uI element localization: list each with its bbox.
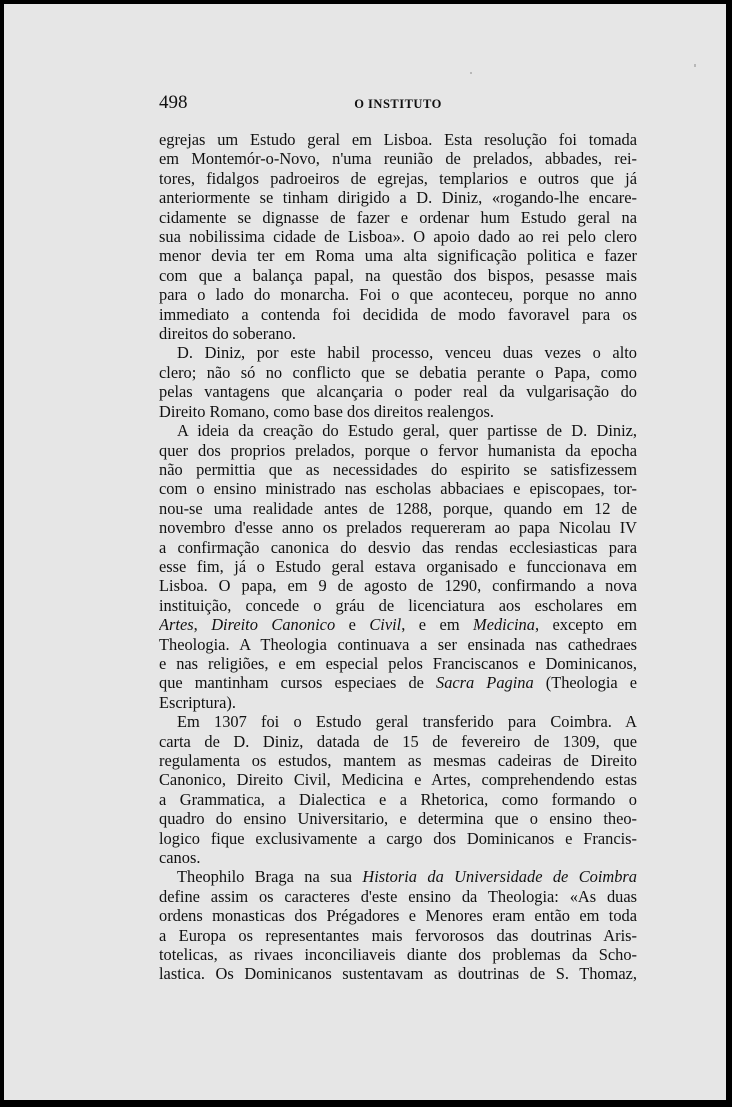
text-line: quer dos proprios prelados, porque o fervor humanista da epocha	[159, 440, 637, 460]
text-line: clero; não só no conflicto que se debatia perante o Papa, como	[159, 362, 637, 382]
text-line: Em 1307 foi o Estudo geral transferido para Coimbra. A	[177, 712, 637, 732]
text-line: Direito Romano, como base dos direitos realengos.	[159, 401, 495, 421]
text-line: Theologia. A Theologia continuava a ser ensinada nas cathedraes	[159, 634, 637, 654]
text-line: canos.	[159, 848, 201, 868]
text-line: logico fique exclusivamente a cargo dos Dominicanos e Francis-	[159, 828, 637, 848]
text-line: direitos do soberano.	[159, 324, 297, 344]
text-line: anteriormente se tinham dirigido a D. Diniz, «rogando-lhe encare-	[159, 188, 637, 208]
text-line: ordens monasticas dos Prégadores e Menores eram então em toda	[159, 906, 637, 926]
text-line: com o ensino ministrado nas escholas abbaciaes e episcopaes, tor-	[159, 479, 637, 499]
text-line: carta de D. Diniz, datada de 15 de fevereiro de 1309, que	[159, 731, 637, 751]
text-line: cidamente se dignasse de fazer e ordenar hum Estudo geral na	[159, 207, 637, 227]
text-line: regulamenta os estudos, mantem as mesmas cadeiras de Direito	[159, 751, 637, 770]
text-line: e nas religiões, e em especial pelos Franciscanos e Dominicanos,	[159, 653, 637, 673]
text-line: immediato a contenda foi decidida de modo favoravel para os	[159, 304, 637, 324]
text-line: Artes, Direito Canonico e Civil, e em Medicina, excepto em	[159, 615, 637, 635]
text-line: Theophilo Braga na sua Historia da Universidade de Coimbra	[177, 867, 637, 887]
text-line: Lisboa. O papa, em 9 de agosto de 1290, confirmando a nova	[159, 576, 637, 596]
text-line: para o lado do monarcha. Foi o que aconteceu, porque no anno	[159, 285, 637, 305]
book-page	[4, 4, 726, 1100]
text-line: lastica. Os Dominicanos sustentavam as doutrinas de S. Thomaz,	[159, 964, 637, 984]
text-line: em Montemór-o-Novo, n'uma reunião de prelados, abbades, rei-	[159, 149, 637, 169]
text-line: A ideia da creação do Estudo geral, quer partisse de D. Diniz,	[177, 421, 637, 441]
text-line: Canonico, Direito Civil, Medicina e Artes, comprehendendo estas	[159, 770, 637, 790]
text-line: pelas vantagens que alcançaria o poder real da vulgarisação do	[159, 382, 637, 402]
text-line: a confirmação canonica do desvio das rendas ecclesiasticas para	[159, 537, 637, 557]
scan-speck	[694, 64, 696, 67]
text-line: nou-se uma realidade antes de 1288, porque, quando em 12 de	[159, 498, 637, 518]
scan-speck	[470, 72, 472, 74]
text-line: novembro d'esse anno os prelados requereram ao papa Nicolau IV	[159, 518, 637, 538]
text-line: sua nobilissima cidade de Lisboa». O apoio dado ao rei pelo clero	[159, 227, 637, 247]
text-line: esse fim, já o Estudo geral estava organisado e funccionava em	[159, 556, 637, 576]
text-line: instituição, concede o gráu de licenciatura aos escholares em	[159, 595, 637, 615]
page-number: 498	[159, 92, 188, 113]
text-line: totelicas, as rivaes inconciliaveis diante dos problemas da Scho-	[159, 945, 637, 965]
text-line: a Europa os representantes mais fervorosos das doutrinas Aris-	[159, 925, 637, 945]
text-line: quadro do ensino Universitario, e determina que o ensino theo-	[159, 809, 637, 829]
text-line: menor devia ter em Roma uma alta significação politica e fazer	[159, 246, 637, 266]
text-line: com que a balança papal, na questão dos bispos, pesasse mais	[159, 265, 637, 285]
text-line: a Grammatica, a Dialectica e a Rhetorica, como formando o	[159, 789, 637, 809]
text-line: define assim os caracteres d'este ensino da Theologia: «As duas	[159, 886, 637, 906]
running-head	[159, 92, 637, 118]
page-content	[159, 92, 637, 984]
text-line: Escriptura).	[159, 692, 236, 712]
text-line: não permittia que as necessidades do espirito se satisfizessem	[159, 459, 637, 479]
text-line: D. Diniz, por este habil processo, venceu duas vezes o alto	[177, 343, 637, 363]
text-line: que mantinham cursos especiaes de Sacra Pagina (Theologia e	[159, 673, 637, 693]
text-line: tores, fidalgos padroeiros de egrejas, templarios e outros que já	[159, 168, 637, 188]
body-text	[159, 130, 637, 984]
running-title: O INSTITUTO	[354, 97, 442, 111]
text-line: egrejas um Estudo geral em Lisboa. Esta resolução foi tomada	[159, 130, 637, 149]
